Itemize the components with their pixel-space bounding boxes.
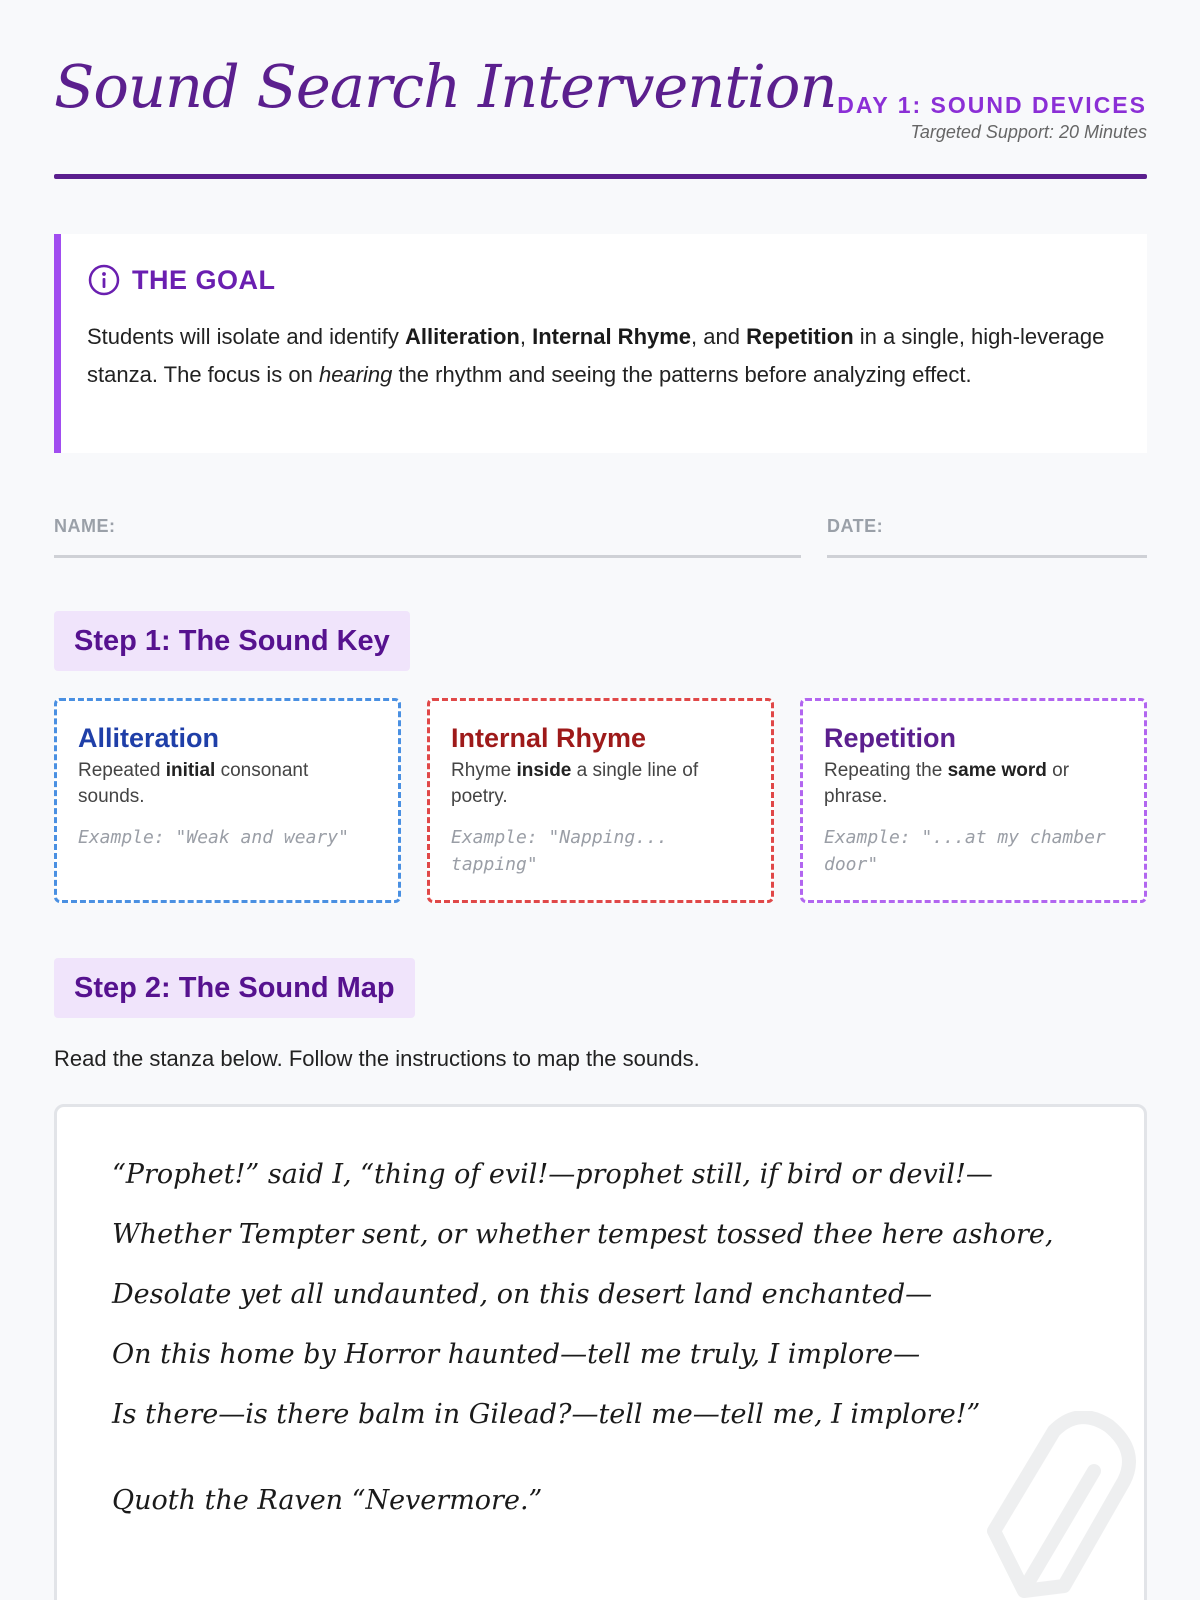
card-definition [824, 758, 1124, 810]
stanza-line: “Prophet!” said I, “thing of evil!—prophet still, if bird or devil!— [112, 1159, 993, 1190]
card-def-part: Rhyme [451, 760, 517, 781]
card-def-part: a single line of poetry. [451, 760, 699, 807]
pen-icon [984, 1411, 1147, 1600]
goal-box [54, 234, 1147, 453]
goal-text-part: , and [691, 324, 747, 349]
info-icon [87, 263, 121, 297]
support-label: Targeted Support: 20 Minutes [910, 122, 1147, 142]
stanza-box [54, 1104, 1147, 1600]
stanza-line: Desolate yet all undaunted, on this desert land enchanted— [112, 1279, 933, 1310]
stanza-line: Whether Tempter sent, or whether tempest tossed thee here ashore, [112, 1219, 1054, 1250]
instructions: Read the stanza below. Follow the instructions to map the sounds. [54, 1046, 700, 1071]
name-field[interactable] [54, 516, 801, 558]
stanza-line: On this home by Horror haunted—tell me truly, I implore— [112, 1339, 921, 1370]
name-label: NAME: [54, 516, 116, 536]
header-divider [54, 174, 1147, 179]
goal-text-part: , [519, 324, 533, 349]
card-title: Internal Rhyme [451, 723, 647, 753]
card-example: Example: "Weak and weary" [78, 827, 349, 848]
card-def-key: initial [165, 760, 216, 781]
stanza-refrain: Quoth the Raven “Nevermore.” [112, 1485, 543, 1516]
day-label: DAY 1: SOUND DEVICES [837, 92, 1147, 118]
stanza-line: Is there—is there balm in Gilead?—tell me—tell me, I implore!” [112, 1399, 981, 1430]
goal-text-part: the rhythm and seeing the patterns before analyzing effect. [392, 362, 972, 387]
card-title: Alliteration [78, 723, 220, 753]
date-label: DATE: [827, 516, 884, 536]
goal-term-alliteration: Alliteration [404, 324, 520, 349]
card-definition [451, 758, 751, 810]
goal-term-internal-rhyme: Internal Rhyme [532, 324, 692, 349]
goal-emphasis: hearing [318, 362, 393, 387]
card-def-part: consonant sounds. [78, 760, 309, 807]
date-field[interactable] [827, 516, 1147, 558]
goal-text-part: Students will isolate and identify [87, 324, 405, 349]
goal-text [87, 318, 1117, 394]
card-title: Repetition [824, 723, 956, 753]
step-2-heading: Step 2: The Sound Map [54, 958, 415, 1018]
goal-title: THE GOAL [132, 264, 276, 295]
worksheet-page [54, 0, 1147, 1600]
internal-rhyme-card [427, 698, 774, 903]
card-example: Example: "Napping... tapping" [451, 827, 668, 875]
card-example: Example: "...at my chamber door" [824, 827, 1106, 875]
header [54, 52, 1147, 180]
alliteration-card [54, 698, 401, 903]
card-def-part: Repeating the [824, 760, 948, 781]
step-1-heading: Step 1: The Sound Key [54, 611, 410, 671]
card-def-key: inside [516, 760, 572, 781]
repetition-card [800, 698, 1147, 903]
card-def-part: or phrase. [824, 760, 1070, 807]
goal-text-part: in a single, high-leverage stanza. The focus is on [87, 324, 1105, 387]
card-def-key: same word [947, 760, 1047, 781]
goal-header [87, 262, 1117, 298]
goal-term-repetition: Repetition [746, 324, 854, 349]
card-definition [78, 758, 378, 810]
page-title: Sound Search Intervention [54, 52, 837, 121]
card-def-part: Repeated [78, 760, 166, 781]
